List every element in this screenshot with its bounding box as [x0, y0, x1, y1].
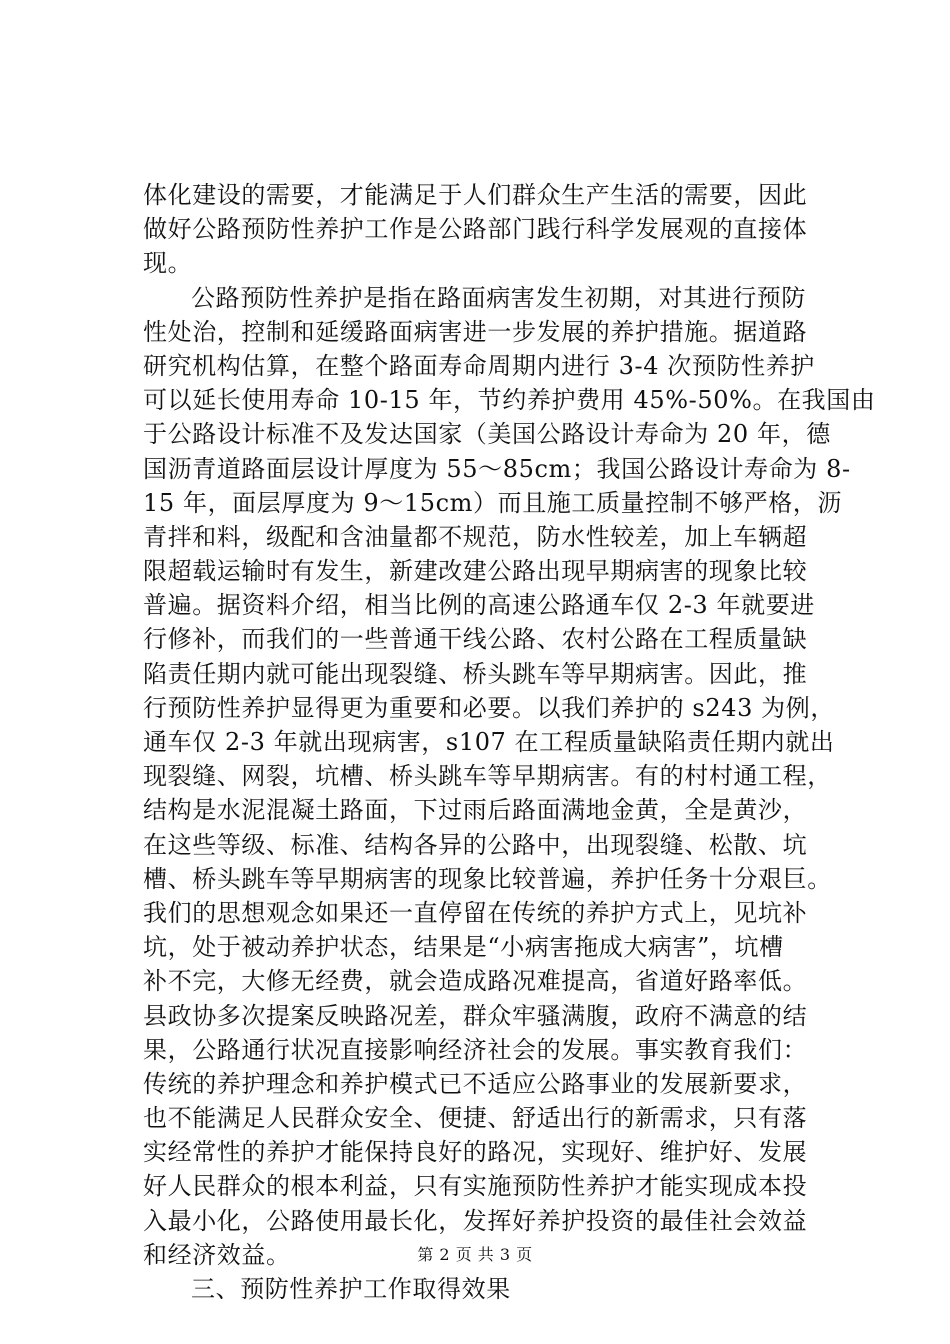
text-line: 三、预防性养护工作取得效果 — [191, 1275, 511, 1303]
text-line: 限超载运输时有发生，新建改建公路出现早期病害的现象比较 — [143, 557, 808, 586]
text-line: 入最小化，公路使用最长化，发挥好养护投资的最佳社会效益 — [143, 1206, 808, 1235]
text-line: 现。 — [143, 249, 193, 278]
text-line: 行预防性养护显得更为重要和必要。以我们养护的 s243 为例， — [143, 693, 835, 722]
text-line: 做好公路预防性养护工作是公路部门践行科学发展观的直接体 — [143, 215, 808, 244]
text-line: 县政协多次提案反映路况差，群众牢骚满腹，政府不满意的结 — [143, 1001, 808, 1030]
text-line: 青拌和料，级配和含油量都不规范，防水性较差，加上车辆超 — [143, 522, 808, 551]
text-line: 在这些等级、标准、结构各异的公路中，出现裂缝、松散、坑 — [143, 830, 808, 859]
text-line: 坑，处于被动养护状态，结果是“小病害拖成大病害”，坑槽 — [143, 933, 784, 962]
text-line: 公路预防性养护是指在路面病害发生初期，对其进行预防 — [191, 283, 806, 312]
text-line: 传统的养护理念和养护模式已不适应公路事业的发展新要求， — [143, 1069, 808, 1098]
text-line: 好人民群众的根本利益，只有实施预防性养护才能实现成本投 — [143, 1172, 808, 1201]
page-footer: 第 2 页 共 3 页 — [417, 1245, 533, 1264]
text-line: 15 年，面层厚度为 9～15cm）而且施工质量控制不够严格，沥 — [143, 488, 843, 517]
text-line: 结构是水泥混凝土路面，下过雨后路面满地金黄，全是黄沙， — [143, 796, 808, 825]
text-line: 普遍。据资料介绍，相当比例的高速公路通车仅 2-3 年就要进 — [143, 591, 815, 620]
text-line: 国沥青道路面层设计厚度为 55～85cm；我国公路设计寿命为 8- — [143, 454, 851, 483]
text-line: 补不完，大修无经费，就会造成路况难提高，省道好路率低。 — [143, 967, 808, 996]
text-line: 我们的思想观念如果还一直停留在传统的养护方式上，见坑补 — [143, 898, 808, 927]
text-line: 和经济效益。 — [143, 1240, 291, 1269]
text-line: 槽、桥头跳车等早期病害的现象比较普遍，养护任务十分艰巨。 — [143, 864, 832, 893]
text-line: 研究机构估算，在整个路面寿命周期内进行 3-4 次预防性养护 — [143, 351, 815, 380]
text-line: 果，公路通行状况直接影响经济社会的发展。事实教育我们： — [143, 1035, 808, 1064]
text-line: 实经常性的养护才能保持良好的路况，实现好、维护好、发展 — [143, 1138, 808, 1167]
text-line: 陷责任期内就可能出现裂缝、桥头跳车等早期病害。因此，推 — [143, 659, 808, 688]
body-text — [143, 178, 876, 1306]
text-line: 体化建设的需要，才能满足于人们群众生产生活的需要，因此 — [143, 181, 808, 209]
text-line: 性处治，控制和延缓路面病害进一步发展的养护措施。据道路 — [143, 317, 808, 346]
text-line: 也不能满足人民群众安全、便捷、舒适出行的新需求，只有落 — [143, 1104, 808, 1133]
text-line: 可以延长使用寿命 10-15 年，节约养护费用 45%-50%。在我国由 — [143, 386, 876, 415]
text-line: 通车仅 2-3 年就出现病害，s107 在工程质量缺陷责任期内就出 — [143, 728, 835, 756]
text-line: 现裂缝、网裂，坑槽、桥头跳车等早期病害。有的村村通工程， — [143, 762, 832, 791]
text-line: 于公路设计标准不及发达国家（美国公路设计寿命为 20 年，德 — [143, 420, 831, 449]
text-line: 行修补，而我们的一些普通干线公路、农村公路在工程质量缺 — [143, 625, 808, 654]
